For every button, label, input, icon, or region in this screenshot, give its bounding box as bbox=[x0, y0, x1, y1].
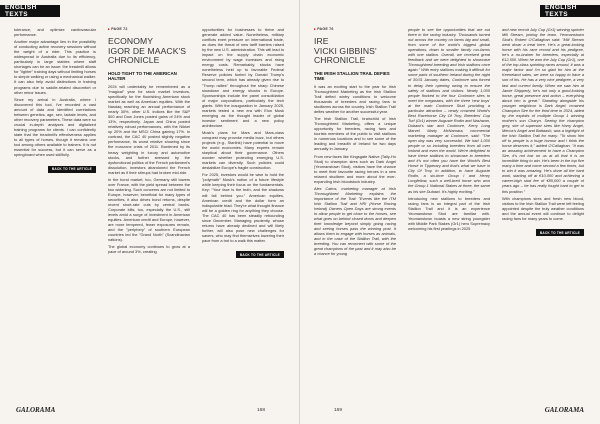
page-number: 169 bbox=[334, 407, 343, 413]
body-paragraph: and new recruit July Cup (Gr1) winning sprinter Mill Stream, joining the team. Yeomanstown Stud's Robert O'Callaghan said: "Mill Stream went down a treat here. He's a great-looking horse with his race record and his pedigree, he's a no-brainer for breeders, especially at €12,500. When he won the July Cup (Gr1), one of the top-class sprinting races around, it was a major factor and I'm so glad for him at the Keeneland sales, we were so happy to have a son of his. He has a very nice pedigree, a very fast and current family. When we saw him at Jamie Shipperly, he's not only a good-looking horse, great presence and action – everything about him is great." Standing alongside his younger neighbour is Dark Angel, crowned Champion Sire for the third time in 2024, aided by the exploits of multiple Group 1 winning mother's son Charyn. Seeing the champion grey, sire of superstar sires like Harry Angel, Mecca's Angel and Battaash, was a highlight of the Irish Stallion Trail for many. "To show him off to people is a huge honour and I think the horse deserves it," added O'Callaghan. "It was an amazing achievement to have a Champion Sire, it's not lost on us at all that it is an incredible thing to win. He's been in the top five many a time and come second a few times, but to win it was amazing. He's done all the hard work, starting off at €10,000 and achieving a career-high stud fee of €85,000 a couple of years ago – he has really fought hard to get to this position." bbox=[502, 27, 584, 194]
article-title: IRE VICKI GIBBINS' CHRONICLE bbox=[314, 36, 377, 65]
body-paragraph: With champions sires and fresh new blood, visitors to the Irish Stallion Trail were left feeling appointed despite the truly weather conditions and the annual event will continue to delight racing fans for many years to come. bbox=[502, 195, 584, 221]
brand-logo: GALORAMA bbox=[544, 406, 584, 414]
page-footer bbox=[300, 406, 600, 416]
body-paragraph: Since my arrival in Australia, where I discovered this tool, I've recorded a vast amount of data and identified correlations between genetics, age, sex, lactate levels, and other recovery parameters. These data were so crucial in-depth analyses and digitalized training programs for clients. I can confidently state that the treadmill's effectiveness applies to all types of horses, though it remains one tool among others available to trainers. It is not essential for success, but it can serve as a springboard when used skillfully. bbox=[14, 96, 96, 158]
right-page bbox=[300, 0, 600, 424]
article-subtitle: HOLD TIGHT TO THE AMERICAN HALTER bbox=[108, 70, 177, 81]
body-paragraph: The global economy continues to grow at a pace of around 3%, creating bbox=[108, 244, 190, 255]
body-paragraph: people to see the opportunities that are out there in the racing industry. Thousands turned out across the country on farms big and small, from some of the world's biggest global operations, down to smaller family run-farms with one stallion. Overall, we received great feedback and we were delighted to showcase Thoroughbred breeding and Irish stallions once again." With entry stallions making it difficult for some parts of southern Ireland during the night of 30/31 January dates, Coolmore was forced to delay their opening owing to ensure the safety of stallions and visitors. Nearly 1,000 people flocked to the four Coolmore sites to meet the megastars, with the three 'new boys' at the main Coolmore Stud providing a particular attraction – newly crowned World's Best Racehorse City Of Troy, Breeders' Cup Turf (Gr1) winner Auguste Rodin and Nashwan, Dubawi's star and Coolmore, Kerry Long Marvel. Marty McNamara, commercial marketing manager at Coolmore, said: "The open day was very successful. We had 1,000 people or so including breeders from all over Ireland and even the world. We're delighted to have these stallions to showcase to breeders and it's not often you have the World's Best Horse in Tipperary and that's what we have in City Of Troy. In addition, to have Auguste Rodin, a six-time Group I and Henry Longfellow, such a well-bred horse who won the Group 1 National Stakes at three, the same as his sire Dubawi. It's highly exciting." bbox=[408, 27, 490, 194]
triangle-icon: ▸ bbox=[314, 27, 318, 31]
body-paragraph: Introducing new stallions to breeders and racing fans is an integral part of the Irish Stallion Trail and it is an experience Yeomanstown Stud are familiar with. Yeomanstown boasts a new string youngster with Middle Park Stakes (Gr1) hero Supremacy welcoming his first yearlings in 2025 bbox=[408, 195, 490, 231]
brand-logo: GALORAMA bbox=[16, 406, 56, 414]
right-column-3 bbox=[502, 27, 584, 398]
article-title: ECONOMY IGOR DE MAACK'S CHRONICLE bbox=[108, 36, 187, 65]
body-paragraph: Musk's plans for Mars and Mars-class conquest may provoke media buzz, but others projects (e.g., Starlink) have potential to move the world economies. Many experts remain skeptical about their governance. Others wonder whether protecting emerging U.S. markets can diversify. Such policies could destabilize Europe's fragile construction. bbox=[202, 129, 284, 171]
section-header-label: ENGLISH TEXTS bbox=[545, 4, 577, 18]
page-reference: ▸ PAGE 72 bbox=[108, 27, 128, 31]
section-header-label: ENGLISH TEXTS bbox=[5, 4, 37, 18]
back-to-article-button[interactable]: BACK TO THE ARTICLE bbox=[536, 229, 584, 236]
back-to-article-button[interactable]: BACK TO THE ARTICLE bbox=[236, 251, 284, 258]
right-column-1 bbox=[314, 27, 396, 398]
left-column-2 bbox=[108, 27, 190, 398]
body-paragraph: opportunities for businesses to thrive and generate added value. Nonetheless, military conflicts exert pressure on international trade, as does the threat of new tariff barriers raised by the new U.S. administration. This will lead to impact on the supply chain economic environment by wage increases and rising energy costs. Remarkably, stocks have nonetheless held up to favorable Federal Reserve policies fueled by Donald Trump's second term, which has already given rise to "Trump rallies" throughout the sharp Chinese slowdown and energy shocks in Europe. Sponsorships include the panel consolidation of major corporations, particularly the tech giants. With the inauguration in January 2025, markets tested a new era with Elon Musk emerging as the thought leader of global investor sentiment and a new policy architecture. bbox=[202, 27, 284, 128]
page-number: 168 bbox=[256, 407, 265, 413]
left-column-1 bbox=[14, 27, 96, 398]
body-paragraph: From new faces like Kingsgate Native (Tally-Ho Stud) to champion sires such as Dark Angel (Yeomanstown Stud), visitors have the chance to meet their favourite racing heroes in a new relaxed studfarm and more about the ever-expanding Irish bloodstock industry. bbox=[314, 153, 396, 184]
body-paragraph: tolerance, and optimize cardiovascular performance. bbox=[14, 27, 96, 38]
body-paragraph: Another major advantage lies in the possibility of conducting active recovery sessions without the weight of a rider. This practice is widespread in Australia due to its efficiency, particularly in large stables where staff shortages can be an issue: the treadmill allows for "lighter" training days without limiting horses to simple walking or using a mechanical walker. It can also help avoid distinctions in training programs due to saddle-related discomfort or other minor issues. bbox=[14, 39, 96, 95]
section-header bbox=[0, 5, 60, 17]
body-paragraph: In the bond market, too, Germany still towers over France, with the yield spread between the two widening. Such concerns are not limited to Europe, however; beneficial for many types of securities, it also drives bond returns, despite recent short-rate cuts by central banks. Corporate bills, too, especially the U.S., still levels amid a surge of investment in American equities. American credit and Europe, however, are more tempered, fewer exposures remain, and the "periphery" of southern European countries led the "Grand North" (Scandinavian nations). bbox=[108, 176, 190, 243]
page-reference: ▸ PAGE 76 bbox=[314, 27, 334, 31]
right-column-2 bbox=[408, 27, 490, 398]
page-footer bbox=[0, 406, 299, 416]
back-to-article-button[interactable]: BACK TO THE ARTICLE bbox=[48, 166, 96, 173]
body-paragraph: Alex Caims, marketing manager at Irish Thoroughbred Marketing explains the importance of the Trail: "Events like the ITM Irish Stallion Trail and HRI (Horse Racing Ireland) Owners Open Days are strong events to allow people to get close to the horses, see what goes on behind closed doors and deepen their knowledge beyond simply going racing and seeing horses pass the winning post. It allows them to engage with horses as animals, and in the case of the Stallion Trail, with the breeding. You can reconnect with some of the great champions of the past and it may also be a chance for young bbox=[314, 185, 396, 257]
body-paragraph: It was an exciting start to the year for Irish Thoroughbred Marketing as the Irish Stallion Trail defied wintry conditions to welcome thousands of breeders and racing fans to studfarms across the country. Irish Stallion Trail defies weather for another successful year. bbox=[314, 83, 396, 115]
article-subtitle: THE IRISH STALLION TRAIL DEFIES TIME bbox=[314, 70, 390, 81]
triangle-icon: ▸ bbox=[108, 27, 112, 31]
body-paragraph: For 2025, investors would be wise to hold the "polymath" Musk's notion of a future lifestyle while keeping their focus on the fundamentals. Key: "Your face is the truth, and the shadows will fall behind you." American equities, American credit and the dollar form an indisputable triad. They're what thought finance will be a golden ring for anything they choose. The CAC 40 has been steadily rebounding since December. Managing prudently, whose returns have already declined and will likely further, will also pose new challenges for savers, who may find themselves lowering their pace from a trot to a walk this matter. bbox=[202, 172, 284, 243]
body-paragraph: The Irish Stallion Trail, brainchild of Irish Thoroughbred Marketing, offers a unique opportunity for breeders, racing fans and tourists members of the public to visit stallions in numerous locations and to see some of the leading and breadth of Ireland for two days annually in January. bbox=[314, 116, 396, 152]
left-column-3 bbox=[202, 27, 284, 398]
body-paragraph: 2024 will undeniably be remembered as a "magical" year for stock market investors, specifically for the flourishing American stock market as well as American equities. With the Nasdaq reaching an annual performance of nearly 30%, other U.S. indices like the S&P 500 and Dow Jones posted gains of 24% and 13%, respectively. Japan and China posted relatively robust performances, with the Nikkei up 20% and the MSCI China gaining 17%. In contrast, the CAC 40 posted slightly negative performance, its worst relative showing since the eurozone crisis of 2011. Burdened by its heavy weighting in luxury and automotive stocks, and further stressed by the dysfunctional politics of the French parliament's dissolution, investors abandoned the French market as if their stirrups had broken mid-ride. bbox=[108, 83, 190, 175]
section-header bbox=[540, 5, 600, 17]
